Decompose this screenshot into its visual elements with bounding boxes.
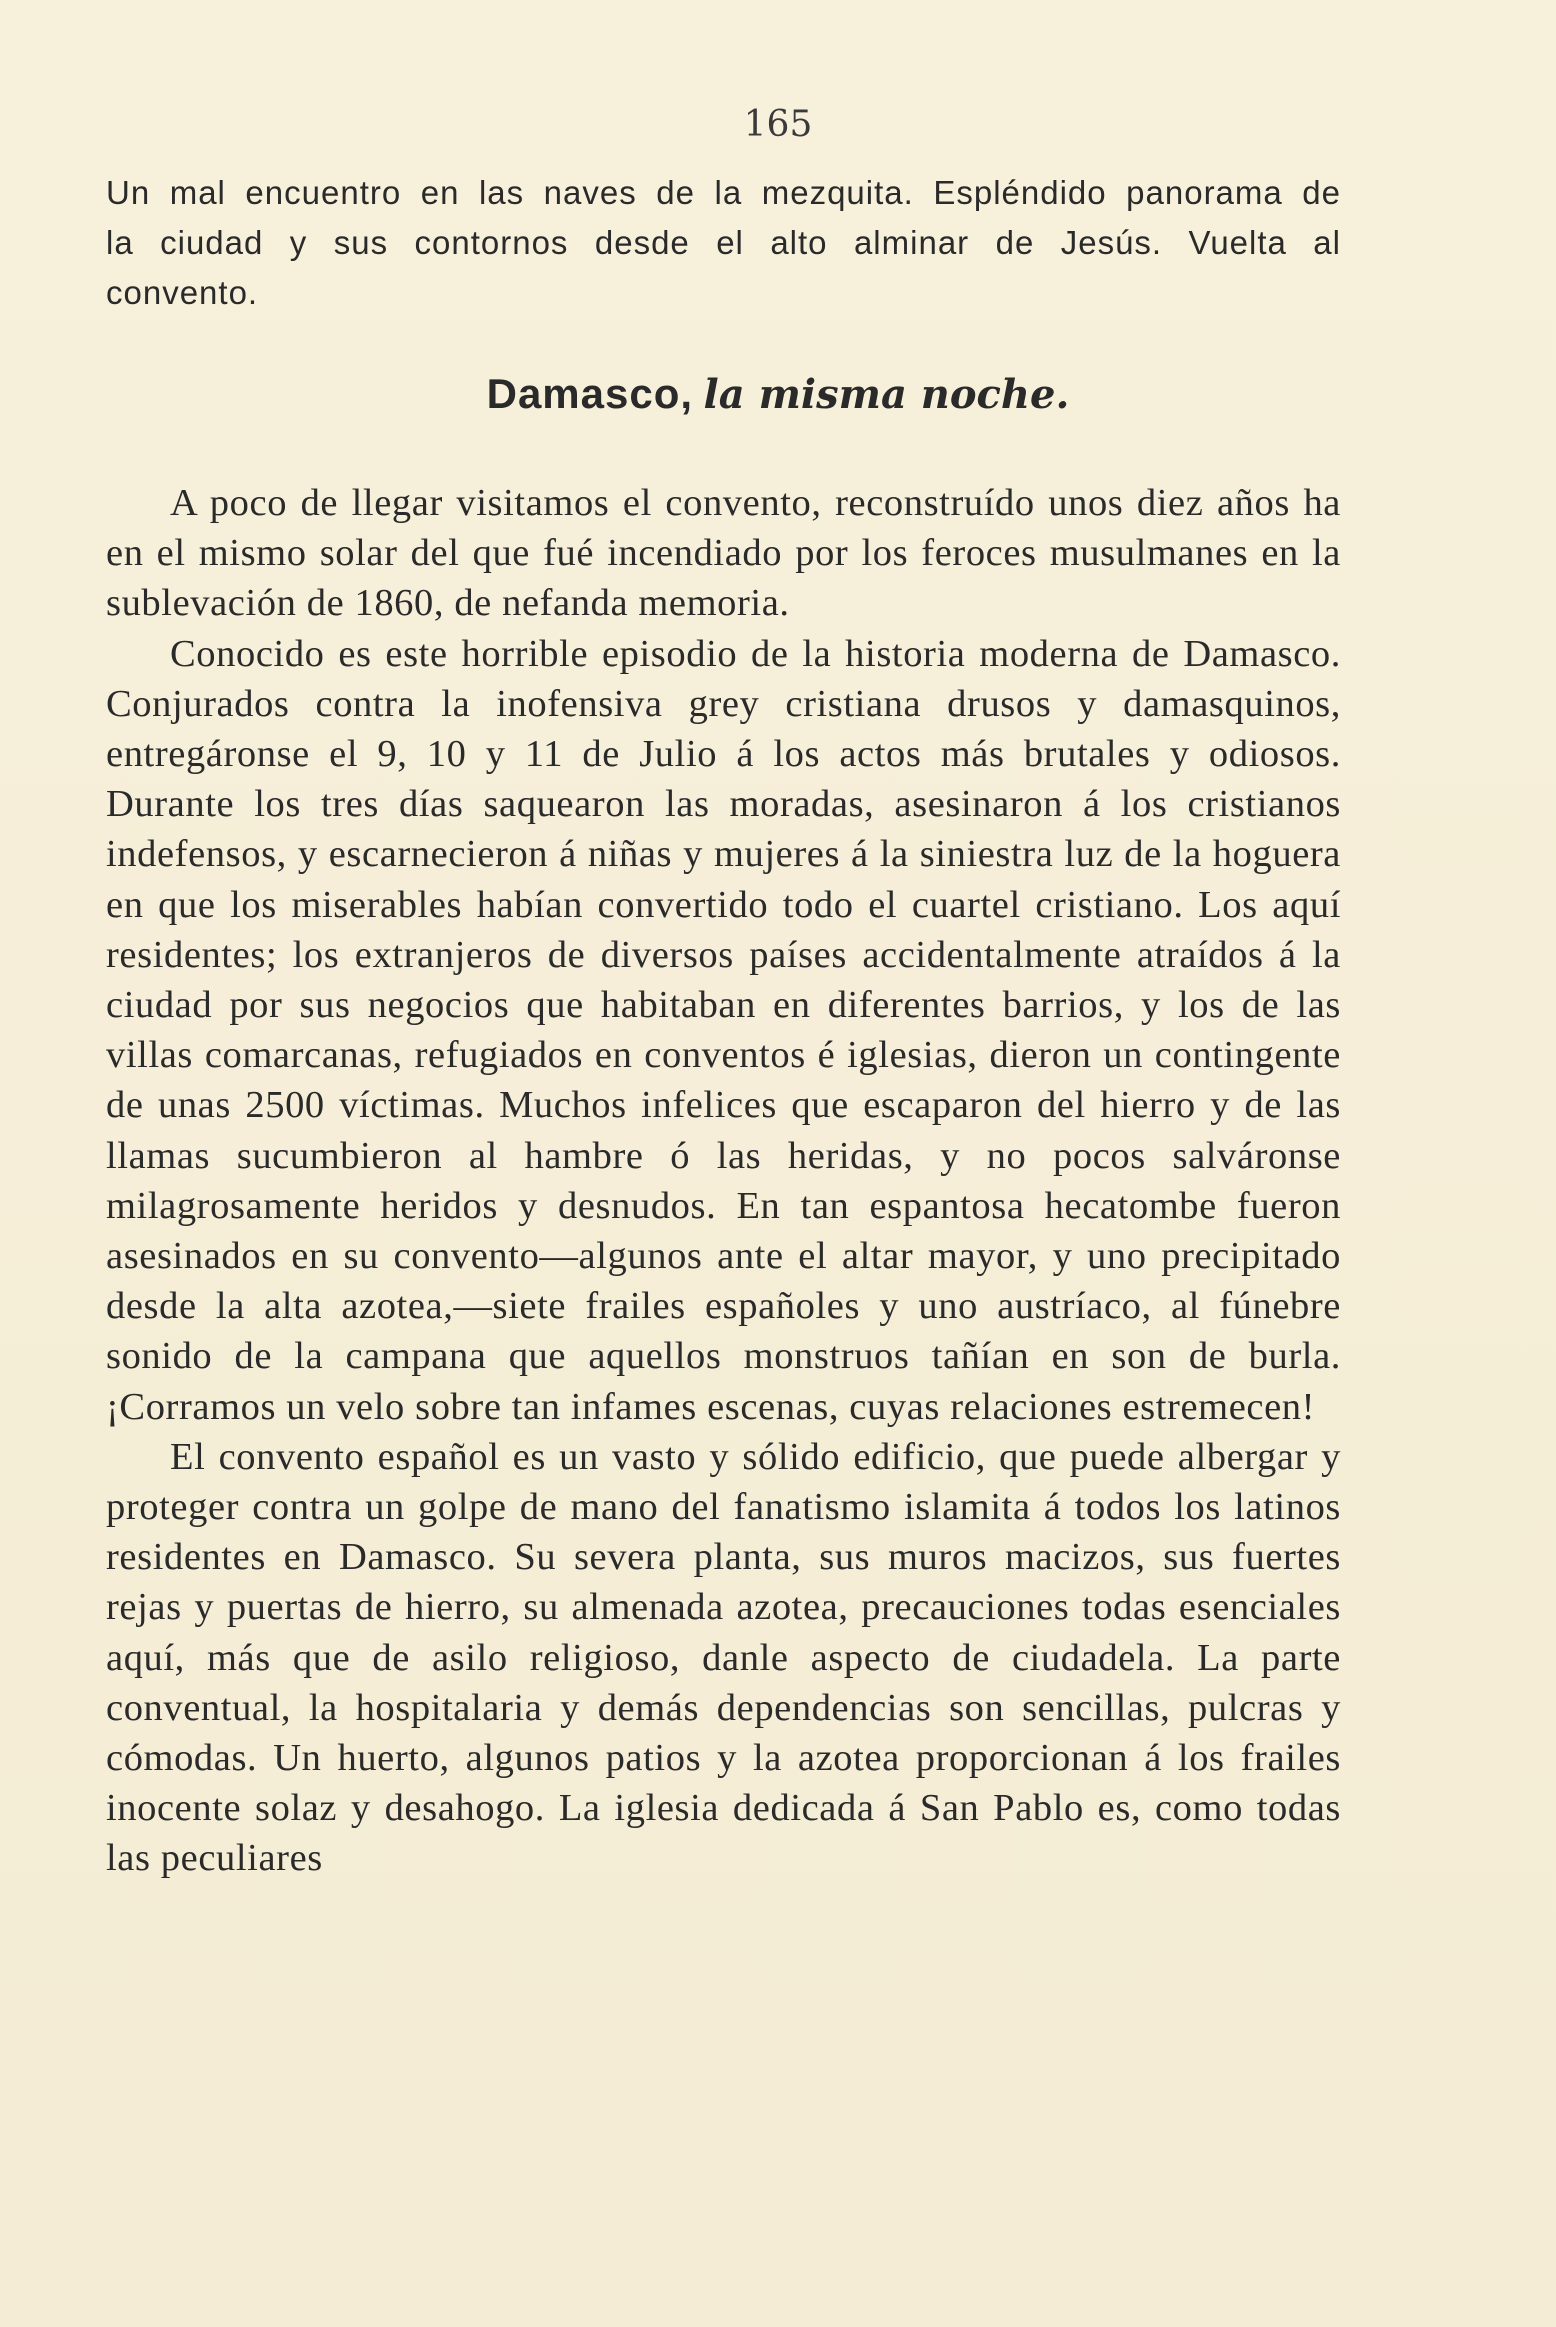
paragraph: El convento español es un vasto y sólido edificio, que puede albergar y proteger contra un golpe de mano del fanatismo islamita á todos los latinos residentes en Damasco. Su severa planta, sus muros macizos, sus fuertes rejas y puertas de hierro, su almenada azotea, precauciones todas esenciales aquí, más que de asilo religioso, danle aspecto de ciudadela. La parte conventual, la hospitalaria y demás dependencias son sencillas, pulcras y cómodas. Un huerto, algunos patios y la azotea proporcionan á los frailes inocente solaz y desahogo. La iglesia dedicada á San Pablo es, como todas las peculiares	[106, 1435, 1341, 1880]
heading-place: Damasco,	[486, 370, 694, 417]
chapter-summary: Un mal encuentro en las naves de la mezquita. Espléndido panorama de la ciudad y sus contornos desde el alto alminar de Jesús. Vuelta al convento.	[106, 174, 1341, 311]
heading-time: la misma noche.	[703, 371, 1070, 418]
body-text	[106, 478, 1341, 1884]
paragraph: Conocido es este horrible episodio de la historia moderna de Damasco. Conjurados contra la inofensiva grey cristiana drusos y damasquinos, entregáronse el 9, 10 y 11 de Julio á los actos más brutales y odiosos. Durante los tres días saquearon las moradas, asesinaron á los cristianos indefensos, y escarnecieron á niñas y mujeres á la siniestra luz de la hoguera en que los miserables habían convertido todo el cuartel cristiano. Los aquí residentes; los extranjeros de diversos países accidentalmente atraídos á la ciudad por sus negocios que habitaban en diferentes barrios, y los de las villas comarcanas, refugiados en conventos é iglesias, dieron un contingente de unas 2500 víctimas. Muchos infelices que escaparon del hierro y de las llamas sucumbieron al hambre ó las heridas, y no pocos salváronse milagrosamente heridos y desnudos. En tan espantosa hecatombe fueron asesinados en su convento—algunos ante el altar mayor, y uno precipitado desde la alta azotea,—siete frailes españoles y uno austríaco, al fúnebre sonido de la campana que aquellos monstruos tañían en son de burla. ¡Corramos un velo sobre tan infames escenas, cuyas relaciones estremecen!	[106, 632, 1341, 1428]
paragraph: A poco de llegar visitamos el convento, reconstruído unos diez años ha en el mismo solar del que fué incendiado por los feroces musulmanes en la sublevación de 1860, de nefanda memoria.	[106, 482, 1341, 625]
page-number: 165	[743, 104, 813, 145]
section-heading	[0, 370, 1556, 419]
